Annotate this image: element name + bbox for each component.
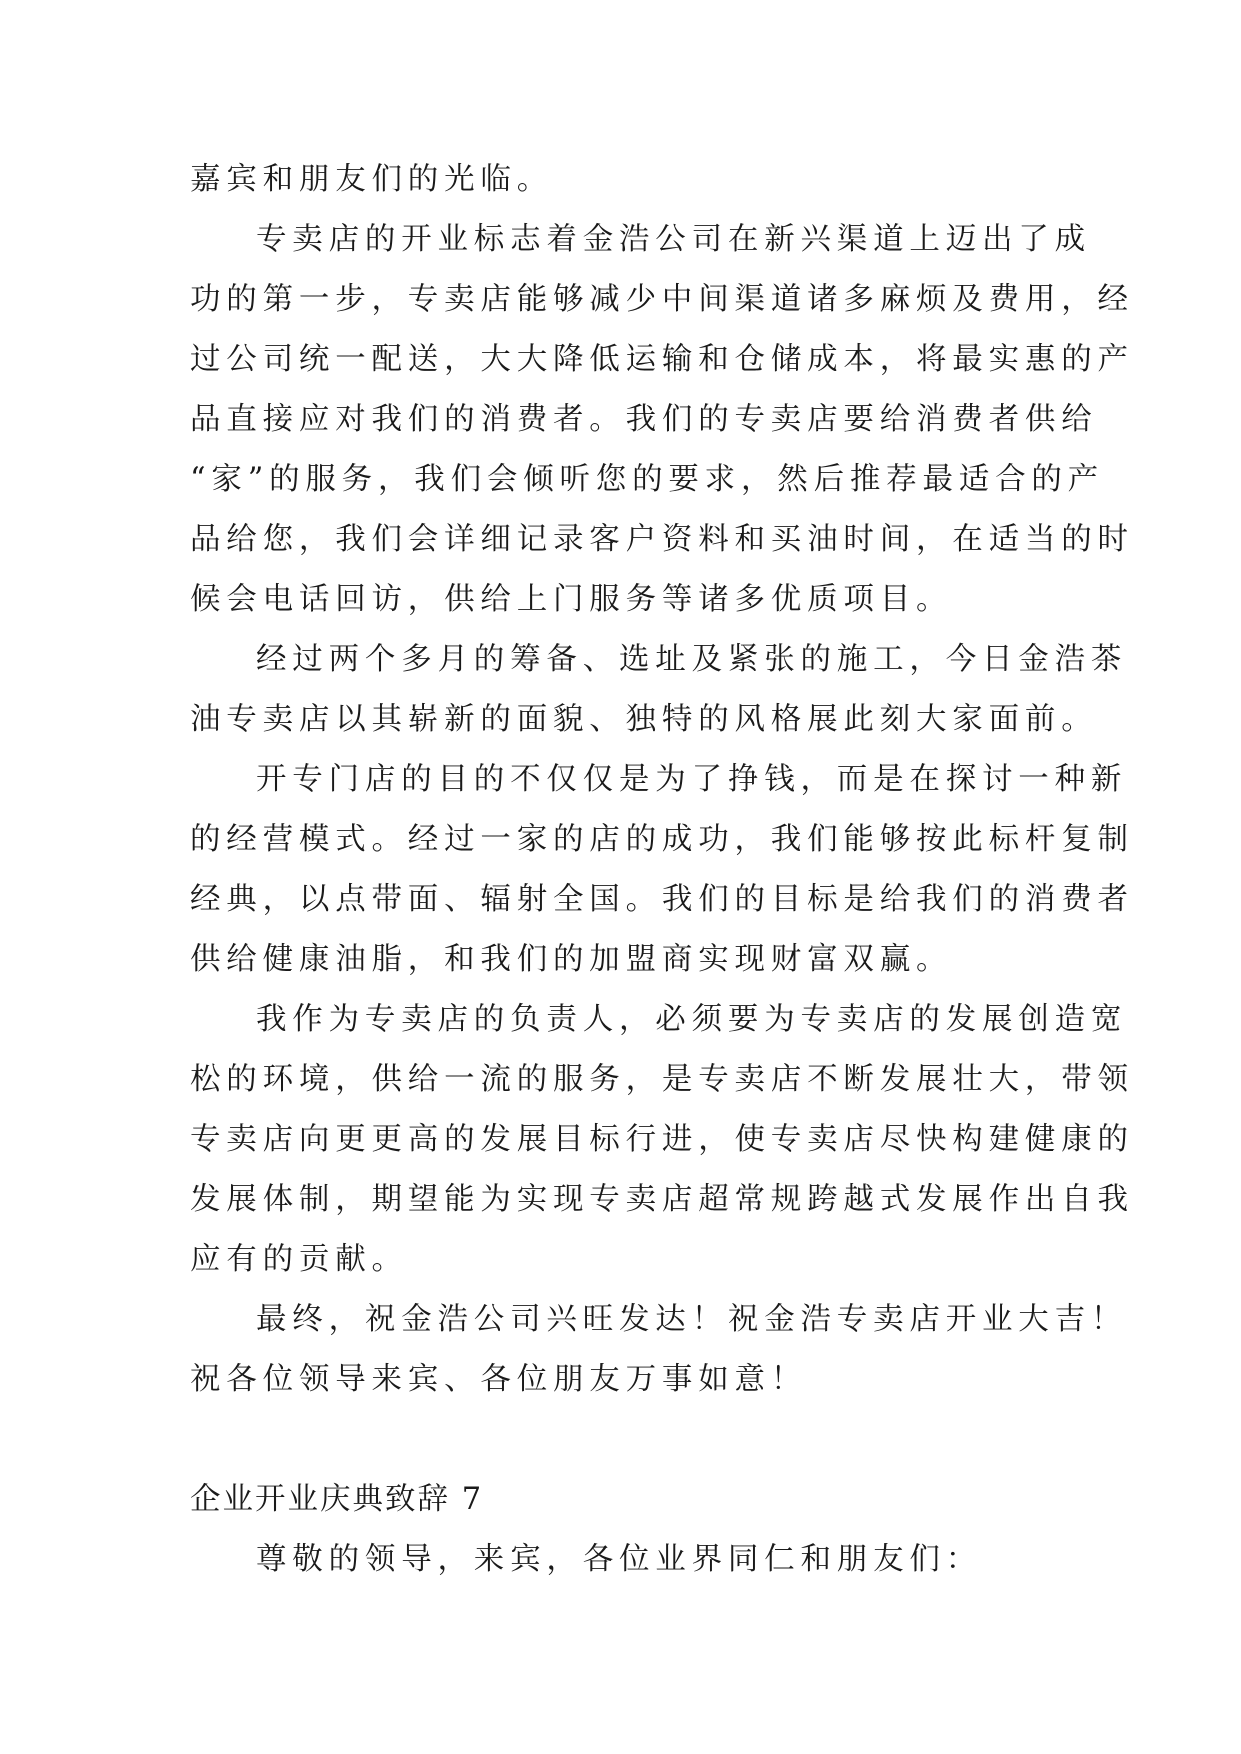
text-line: 功的第一步，专卖店能够减少中间渠道诸多麻烦及费用，经 [190,282,1134,317]
text-line: 我作为专卖店的负责人，必须要为专卖店的发展创造宽 [256,1002,1128,1037]
text-line: 过公司统一配送，大大降低运输和仓储成本，将最实惠的产 [190,342,1134,377]
text-line: 品给您，我们会详细记录客户资料和买油时间，在适当的时 [190,522,1134,557]
text-line: 经典，以点带面、辐射全国。我们的目标是给我们的消费者 [190,882,1134,917]
text-line: 专卖店的开业标志着金浩公司在新兴渠道上迈出了成 [256,222,1091,257]
text-line: “家”的服务，我们会倾听您的要求，然后推荐最适合的产 [190,462,1104,497]
greeting-line: 尊敬的领导，来宾，各位业界同仁和朋友们： [256,1542,982,1577]
text-line: 专卖店向更更高的发展目标行进，使专卖店尽快构建健康的 [190,1122,1134,1157]
text-line: 松的环境，供给一流的服务，是专卖店不断发展壮大，带领 [190,1062,1134,1097]
text-line: 最终，祝金浩公司兴旺发达！祝金浩专卖店开业大吉！ [256,1302,1128,1337]
document-page [190,150,1134,1590]
text-line: 品直接应对我们的消费者。我们的专卖店要给消费者供给 [190,402,1098,437]
text-line: 候会电话回访，供给上门服务等诸多优质项目。 [190,582,953,617]
text-line: 的经营模式。经过一家的店的成功，我们能够按此标杆复制 [190,822,1134,857]
text-line: 开专门店的目的不仅仅是为了挣钱，而是在探讨一种新 [256,762,1128,797]
text-line: 嘉宾和朋友们的光临。 [190,162,553,197]
text-line: 应有的贡献。 [190,1242,408,1277]
text-line: 祝各位领导来宾、各位朋友万事如意！ [190,1362,808,1397]
text-line: 经过两个多月的筹备、选址及紧张的施工，今日金浩茶 [256,642,1128,677]
text-line: 油专卖店以其崭新的面貌、独特的风格展此刻大家面前。 [190,702,1098,737]
text-line: 发展体制，期望能为实现专卖店超常规跨越式发展作出自我 [190,1182,1134,1217]
text-line: 供给健康油脂，和我们的加盟商实现财富双赢。 [190,942,953,977]
section-heading: 企业开业庆典致辞 7 [190,1482,484,1517]
paragraph-gap [190,1410,1060,1470]
